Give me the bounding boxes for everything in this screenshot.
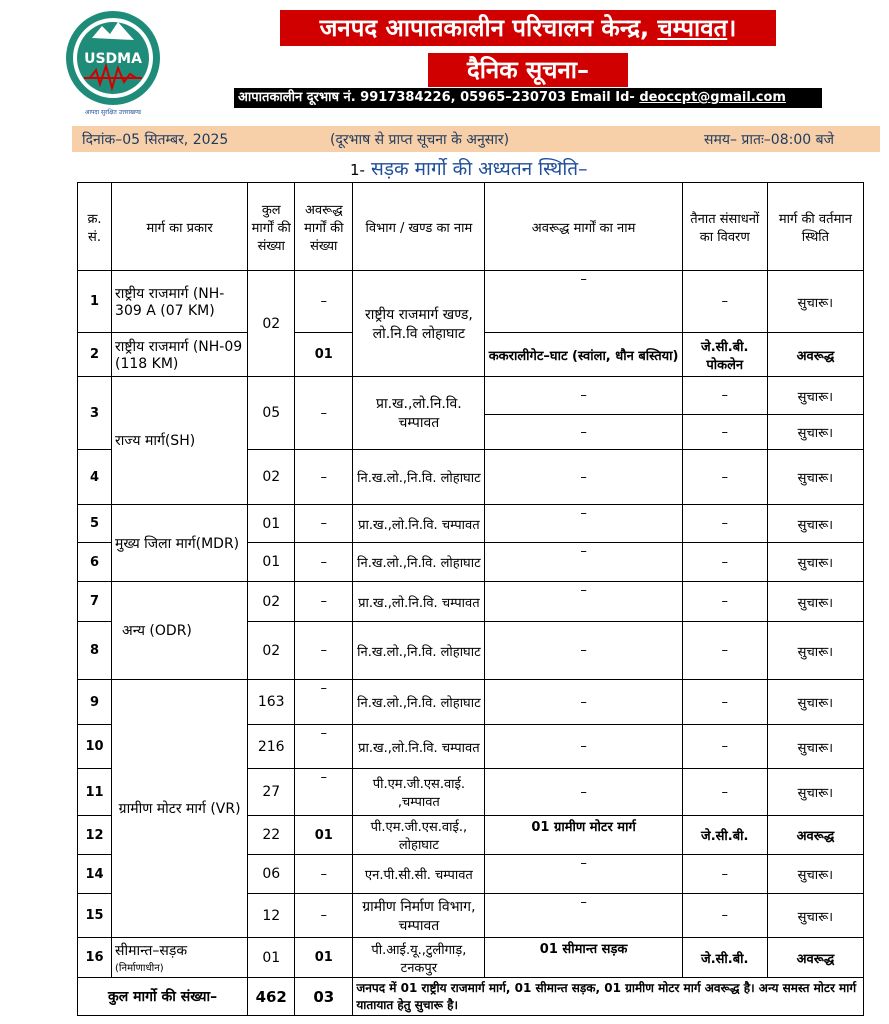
col-resources: तैनात संसाधनों का विवरण [682, 183, 767, 271]
col-dept: विभाग / खण्ड का नाम [353, 183, 485, 271]
table-row: 3 राज्य मार्ग(SH) 05 – प्रा.ख.,लो.नि.वि. चम्पावत – – सुचारू। [78, 377, 864, 415]
table-row: 8 02 – नि.ख.लो.,नि.वि. लोहाघाट – – सुचारू। [78, 622, 864, 680]
report-source: (दूरभाष से प्राप्त सूचना के अनुसार) [330, 132, 510, 148]
road-status-table [77, 182, 864, 1016]
page-subtitle: दैनिक सूचना– [428, 53, 628, 87]
col-blocked: अवरूद्ध मार्गों की संख्या [295, 183, 353, 271]
svg-text:USDMA: USDMA [84, 51, 142, 67]
table-row: 9 ग्रामीण मोटर मार्ग (VR) 163 – नि.ख.लो.,नि.वि. लोहाघाट – – सुचारू। [78, 680, 864, 725]
section-title: 1- सड़क मार्गो की अध्यतन स्थिति– [350, 158, 588, 180]
table-row: 4 02 – नि.ख.लो.,नि.वि. लोहाघाट – – सुचारू। [78, 450, 864, 505]
report-date: दिनांक–05 सितम्बर, 2025 [82, 132, 229, 148]
usdma-logo [62, 8, 164, 118]
totals-blocked: 03 [295, 978, 353, 1016]
email-link[interactable]: deoccpt@gmail.com [639, 90, 786, 105]
col-total: कुल मार्गों की संख्या [248, 183, 295, 271]
table-row: – – सुचारू। [78, 415, 864, 450]
table-row: 6 01 – नि.ख.लो.,नि.वि. लोहाघाट – – सुचारू। [78, 543, 864, 582]
page-title: जनपद आपातकालीन परिचालन केन्द्र, चम्पावत। [280, 10, 776, 46]
date-band [72, 126, 880, 152]
table-row: 14 06 – एन.पी.सी.सी. चम्पावत – – सुचारू। [78, 855, 864, 894]
totals-note: जनपद में 01 राष्ट्रीय राजमार्ग मार्ग, 01 सीमान्त सड़क, 01 ग्रामीण मोटर मार्ग अवरूद्ध है। अन्य समस्त मोटर मार्ग यातायात हेतु सुचारू है। [353, 978, 864, 1016]
table-row: 7 अन्य (ODR) 02 – प्रा.ख.,लो.नि.वि. चम्पावत – – सुचारू। [78, 582, 864, 622]
totals-label: कुल मार्गो की संख्या– [78, 978, 248, 1016]
table-row: 2 राष्ट्रीय राजमार्ग (NH-09 (118 KM) 01 ककरालीगेट–घाट (स्वांला, धौन बस्तिया) जे.सी.बी. पोकलेन अवरूद्ध [78, 333, 864, 377]
table-header [78, 183, 864, 271]
table-row: 15 12 – ग्रामीण निर्माण विभाग, चम्पावत – – सुचारू। [78, 894, 864, 938]
table-row: 16 सीमान्त–सड़क (निर्माणाधीन) 01 01 पी.आई.यू.,टुलीगाड़, टनकपुर 01 सीमान्त सड़क जे.सी.बी. अवरूद्ध [78, 938, 864, 978]
table-row: 1 राष्ट्रीय राजमार्ग (NH-309 A (07 KM) 02 – राष्ट्रीय राजमार्ग खण्ड, लो.नि.वि लोहाघाट – – सुचारू। [78, 271, 864, 333]
totals-row [78, 978, 864, 1016]
contact-bar: आपातकालीन दूरभाष नं. 9917384226, 05965–230703 Email Id- deoccpt@gmail.com [234, 88, 822, 108]
svg-text:आपदा सुरक्षित उत्तराखण्ड: आपदा सुरक्षित उत्तराखण्ड [84, 109, 142, 116]
report-time: समय– प्रातः–08:00 बजे [704, 132, 834, 148]
table-row: 11 27 – पी.एम.जी.एस.वाई. ,चम्पावत – – सुचारू। [78, 769, 864, 816]
type-cell: सीमान्त–सड़क (निर्माणाधीन) [112, 938, 248, 978]
col-sn: क्र. सं. [78, 183, 112, 271]
col-status: मार्ग की वर्तमान स्थिति [767, 183, 863, 271]
table-row: 10 216 – प्रा.ख.,लो.नि.वि. चम्पावत – – सुचारू। [78, 725, 864, 769]
col-type: मार्ग का प्रकार [112, 183, 248, 271]
table-row: 5 मुख्य जिला मार्ग(MDR) 01 – प्रा.ख.,लो.नि.वि. चम्पावत – – सुचारू। [78, 505, 864, 543]
col-blocked-name: अवरूद्ध मार्गों का नाम [485, 183, 682, 271]
table-row: 12 22 01 पी.एम.जी.एस.वाई., लोहाघाट 01 ग्रामीण मोटर मार्ग जे.सी.बी. अवरूद्ध [78, 816, 864, 855]
totals-count: 462 [248, 978, 295, 1016]
